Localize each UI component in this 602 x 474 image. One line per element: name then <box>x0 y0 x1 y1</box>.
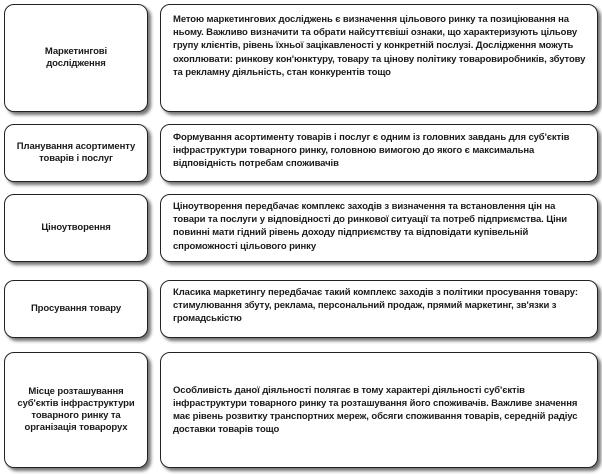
row-5-text-box <box>160 352 598 468</box>
row-1-text-box <box>160 4 598 112</box>
row-1-label: Маркетингові дослідження <box>44 46 108 69</box>
row-2-label-box <box>4 124 148 182</box>
row-1-text: Метою маркетингових досліджень є визначення цільового ринку та позиціювання на ньому. Важливо визначити та обрати найсуттєвіші ознаки, що характеризують цільову групу клієнтів, рівень їхньої зацікавленості у конкретній послузі. Дослідження можуть охоплювати: ринкову кон'юнктуру, товару та цінову політику товаровиробників, збутову та рекламну діяльність, стан конкурентів тощо <box>173 14 586 78</box>
row-5-label-box <box>4 352 148 468</box>
row-4-text: Класика маркетингу передбачає такий комплекс заходів з політики просування товару: стимулювання збуту, реклама, персональний продаж, прямий маркетинг, зв'язки з громадськістю <box>173 287 578 325</box>
row-3-label-box <box>4 194 148 262</box>
row-3-label: Ціноутворення <box>41 222 111 233</box>
row-4-label-box <box>4 280 148 338</box>
row-3-text-box <box>160 194 598 262</box>
row-4-text-box <box>160 280 598 338</box>
row-2-text-box <box>160 124 598 182</box>
row-4-label: Просування товару <box>30 303 122 314</box>
row-2-text: Формування асортименту товарів і послуг є одним із головних завдань для суб'єктів інфраструктури товарного ринку, головною вимогою до якого є максимальна відповідність потребам споживачів <box>173 132 570 170</box>
row-1-label-box <box>4 4 148 112</box>
row-5-label: Місце розташування суб'єктів інфраструктури товарного ринку та організація товарорух <box>17 386 135 433</box>
row-3-text: Ціноутворення передбачає комплекс заходів з визначення та встановлення цін на товари та послуги у відповідності до ринкової ситуації та потреб підприємства. Ціни повинні мати гідний рівень доходу підприємству та відповідати купівельній спроможності цільового ринку <box>173 201 567 252</box>
row-5-text: Особливість даної діяльності полягає в тому характері діяльності суб'єктів інфраструктури товарного ринку та розташування його споживачів. Важливе значення має рівень розвитку транспортних мереж, обсяги споживання товарів, середній радіус доставки товарів тощо <box>173 384 578 436</box>
row-2-label: Планування асортименту товарів і послуг <box>16 141 136 164</box>
